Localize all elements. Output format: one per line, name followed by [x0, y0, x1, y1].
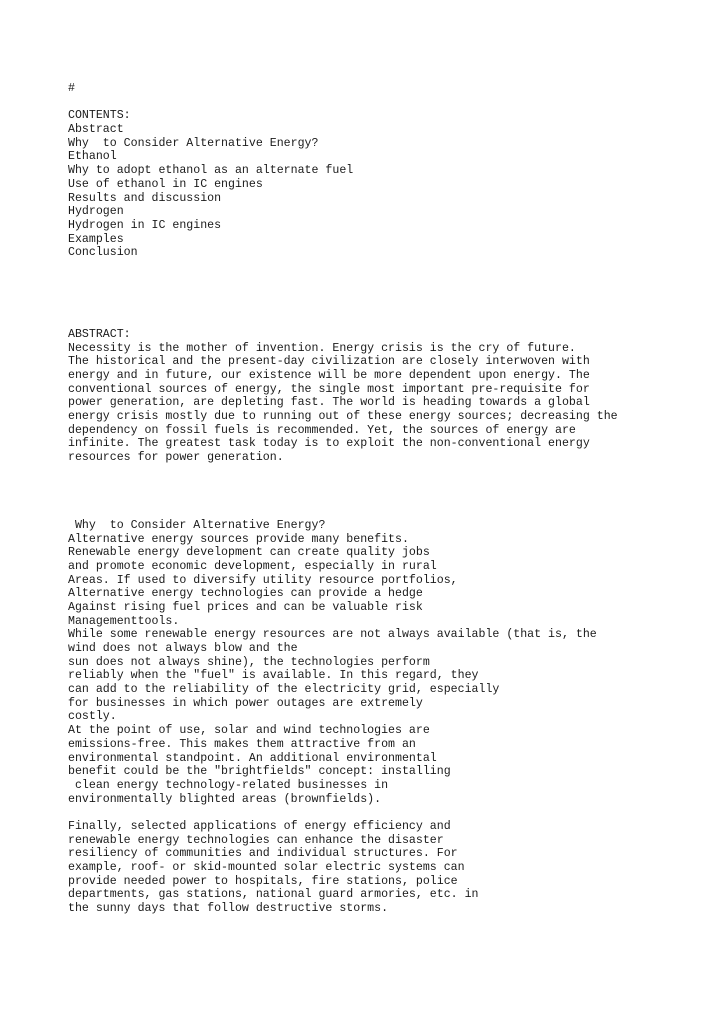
contents-heading: CONTENTS: — [68, 109, 131, 123]
why-line: Alternative energy sources provide many benefits. — [68, 532, 409, 546]
why-line: sun does not always shine), the technologies perform — [68, 655, 430, 669]
abstract-line: Necessity is the mother of invention. Energy crisis is the cry of future. — [68, 341, 576, 355]
contents-section — [68, 109, 718, 260]
why-line: Alternative energy technologies can provide a hedge — [68, 587, 423, 601]
finally-line: the sunny days that follow destructive storms. — [68, 902, 389, 916]
contents-item: Ethanol — [68, 150, 117, 164]
abstract-line: energy crisis mostly due to running out of these energy sources; decreasing the — [68, 410, 618, 424]
why-line: can add to the reliability of the electricity grid, especially — [68, 683, 500, 697]
why-line: clean energy technology-related businesses in — [68, 778, 389, 792]
abstract-line: energy and in future, our existence will be more dependent upon energy. The — [68, 369, 590, 382]
why-line: emissions-free. This makes them attractive from an — [68, 737, 416, 751]
why-line: for businesses in which power outages are extremely — [68, 696, 423, 710]
why-line: Managementtools. — [68, 614, 180, 628]
why-line: Renewable energy development can create quality jobs — [68, 546, 430, 560]
why-line: wind does not always blow and the — [68, 642, 298, 655]
header-mark: # — [68, 82, 75, 95]
finally-line: example, roof- or skid-mounted solar electric systems can — [68, 861, 465, 874]
finally-line: renewable energy technologies can enhance the disaster — [68, 833, 444, 847]
why-line: At the point of use, solar and wind technologies are — [68, 724, 430, 738]
why-line: and promote economic development, especially in rural — [68, 559, 437, 573]
document-page — [68, 82, 718, 916]
contents-item: Results and discussion — [68, 191, 222, 205]
contents-item: Hydrogen in IC engines — [68, 218, 222, 232]
why-line: While some renewable energy resources are not always available (that is, the — [68, 628, 597, 642]
contents-item: Use of ethanol in IC engines — [68, 177, 263, 191]
abstract-line: The historical and the present-day civilization are closely interwoven with — [68, 355, 590, 369]
abstract-line: conventional sources of energy, the single most important pre-requisite for — [68, 382, 590, 396]
finally-line: departments, gas stations, national guard armories, etc. in — [68, 888, 479, 902]
why-section — [68, 519, 718, 916]
why-line: Against rising fuel prices and can be valuable risk — [68, 600, 423, 614]
contents-item: Why to Consider Alternative Energy? — [68, 136, 319, 150]
why-line: costly. — [68, 710, 117, 724]
contents-item: Conclusion — [68, 246, 138, 260]
abstract-line: infinite. The greatest task today is to exploit the non-conventional energy — [68, 437, 590, 451]
contents-item: Hydrogen — [68, 205, 124, 219]
abstract-section — [68, 328, 718, 465]
contents-item: Abstract — [68, 123, 124, 137]
abstract-line: dependency on fossil fuels is recommended. Yet, the sources of energy are — [68, 423, 576, 437]
abstract-line: power generation, are depleting fast. The world is heading towards a global — [68, 396, 590, 410]
why-line: reliably when the "fuel" is available. In this regard, they — [68, 669, 479, 683]
finally-line: resiliency of communities and individual structures. For — [68, 847, 458, 861]
why-heading: Why to Consider Alternative Energy? — [68, 518, 326, 532]
why-line: environmentally blighted areas (brownfields). — [68, 792, 382, 806]
finally-line: provide needed power to hospitals, fire stations, police — [68, 874, 458, 888]
finally-line: Finally, selected applications of energy efficiency and — [68, 819, 451, 833]
contents-item: Examples — [68, 232, 124, 246]
abstract-line: resources for power generation. — [68, 451, 284, 465]
why-line: benefit could be the "brightfields" concept: installing — [68, 765, 451, 779]
why-line: environmental standpoint. An additional environmental — [68, 751, 437, 765]
why-line: Areas. If used to diversify utility resource portfolios, — [68, 573, 458, 587]
abstract-heading: ABSTRACT: — [68, 327, 131, 341]
contents-item: Why to adopt ethanol as an alternate fuel — [68, 164, 354, 178]
